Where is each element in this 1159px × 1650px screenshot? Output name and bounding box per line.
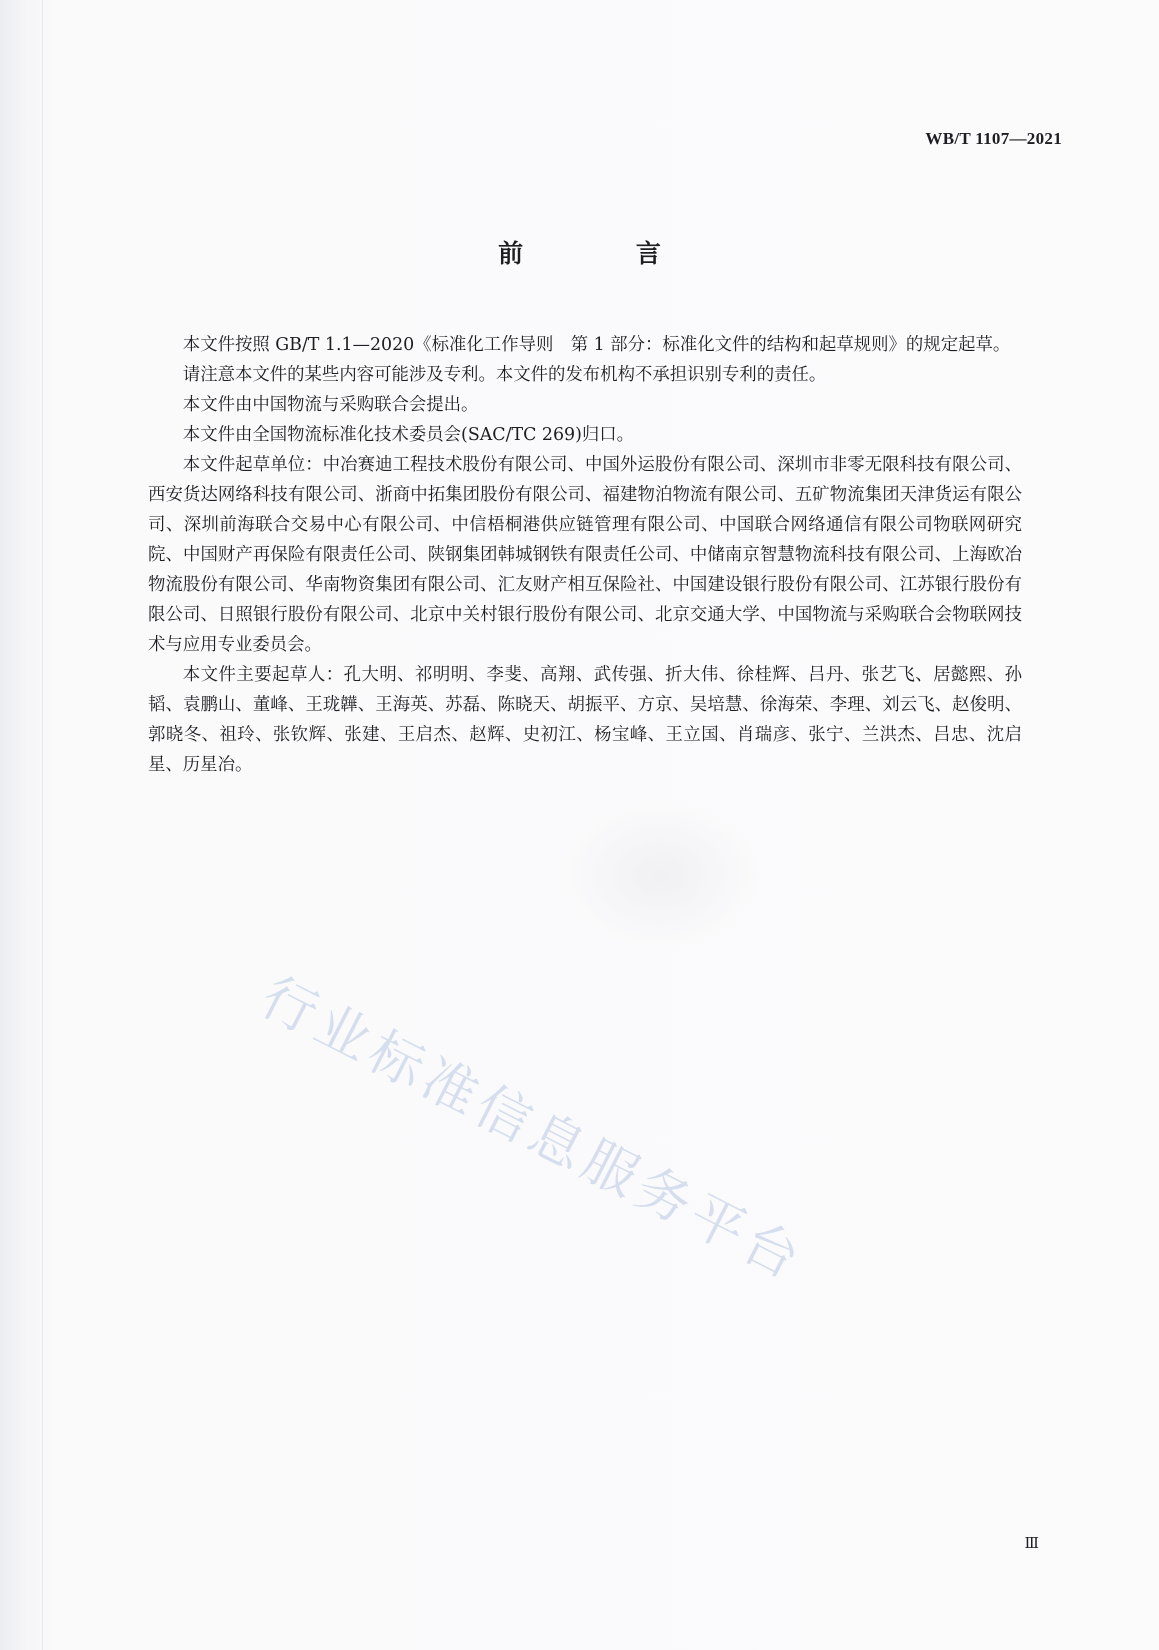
paragraph-drafting-rules: 本文件按照 GB/T 1.1—2020《标准化工作导则 第 1 部分：标准化文件的结构和起草规则》的规定起草。	[182, 335, 1011, 355]
page-title: 前 言	[498, 239, 713, 268]
paper-stain	[560, 800, 760, 950]
paragraph-drafting-units: 本文件起草单位：中冶赛迪工程技术股份有限公司、中国外运股份有限公司、深圳市非零无限科技有限公司、西安货达网络科技有限公司、浙商中拓集团股份有限公司、福建物泊物流有限公司、五矿物流集团天津货运有限公司、深圳前海联合交易中心有限公司、中信梧桐港供应链管理有限公司、中国联合网络通信有限公司物联网研究院、中国财产再保险有限责任公司、陕钢集团韩城钢铁有限责任公司、中储南京智慧物流科技有限公司、上海欧冶物流股份有限公司、华南物资集团有限公司、汇友财产相互保险社、中国建设银行股份有限公司、江苏银行股份有限公司、日照银行股份有限公司、北京中关村银行股份有限公司、北京交通大学、中国物流与采购联合会物联网技术与应用专业委员会。	[148, 455, 1022, 655]
document-code: WB/T 1107—2021	[925, 129, 1062, 148]
paragraph-committee: 本文件由全国物流标准化技术委员会(SAC/TC 269)归口。	[182, 425, 635, 445]
watermark-text: 行业标准信息服务平台	[251, 964, 815, 1294]
paragraph-patent-notice: 请注意本文件的某些内容可能涉及专利。本文件的发布机构不承担识别专利的责任。	[182, 365, 827, 385]
paragraph-proposer: 本文件由中国物流与采购联合会提出。	[182, 395, 479, 415]
preface-body	[148, 330, 1022, 780]
page-number: Ⅲ	[1024, 1536, 1039, 1552]
paragraph-drafters: 本文件主要起草人：孔大明、祁明明、李斐、高翔、武传强、折大伟、徐桂辉、吕丹、张艺飞、居懿熙、孙韬、袁鹏山、董峰、王珑韡、王海英、苏磊、陈晓天、胡振平、方京、吴培慧、徐海荣、李理、刘云飞、赵俊明、郭晓冬、祖玲、张钦辉、张建、王启杰、赵辉、史初江、杨宝峰、王立国、肖瑞彦、张宁、兰洪杰、吕忠、沈启星、历星冶。	[148, 665, 1022, 775]
